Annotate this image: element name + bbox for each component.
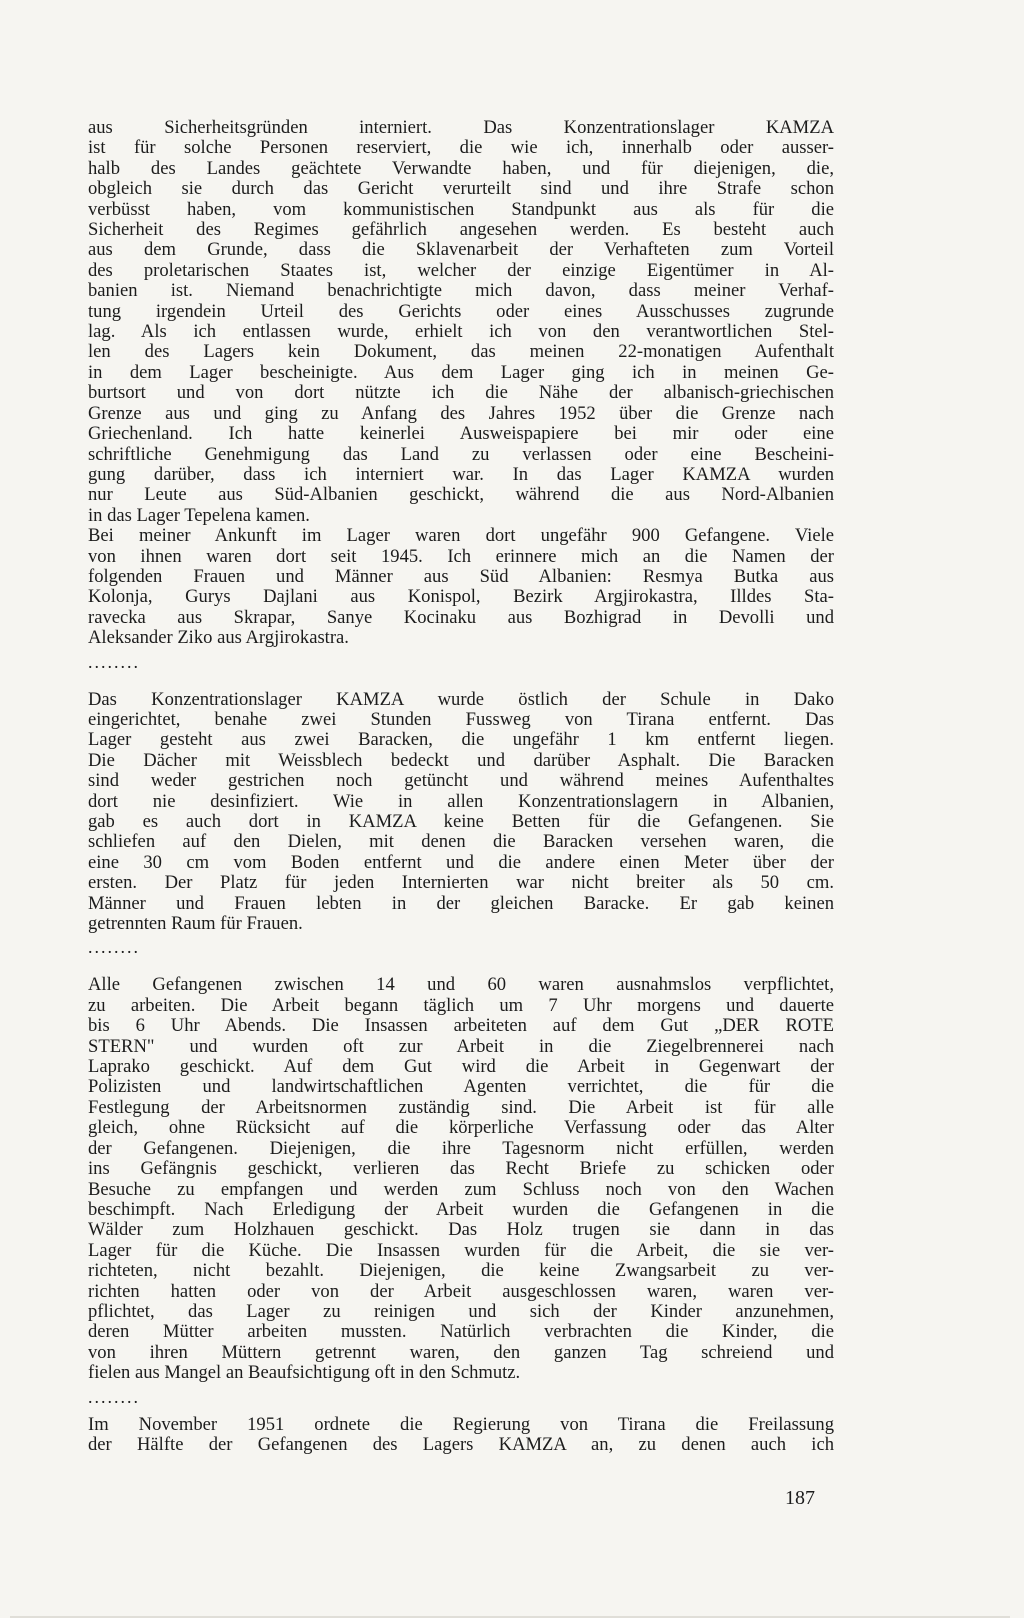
text-line: dort nie desinfiziert. Wie in allen Konzentrationslagern in Albanien,	[88, 790, 834, 812]
text-line: banien ist. Niemand benachrichtigte mich davon, dass meiner Verhaf-	[88, 280, 834, 302]
text-line: nur Leute aus Süd-Albanien geschickt, während die aus Nord-Albanien	[88, 484, 834, 506]
text-line: obgleich sie durch das Gericht verurteilt sind und ihre Strafe schon	[88, 178, 834, 200]
text-line: Polizisten und landwirtschaftlichen Agenten verrichtet, die für die	[88, 1076, 834, 1098]
text-line: der Hälfte der Gefangenen des Lagers KAMZA an, zu denen auch ich	[88, 1433, 834, 1455]
text-line: von ihnen waren dort seit 1945. Ich erinnere mich an die Namen der	[88, 545, 834, 567]
text-line: eingerichtet, benahe zwei Stunden Fussweg von Tirana entfernt. Das	[88, 708, 834, 730]
text-line: ravecka aus Skrapar, Sanye Kocinaku aus Bozhigrad in Devolli und	[88, 606, 834, 628]
text-line: schliefen auf den Dielen, mit denen die Baracken versehen waren, die	[88, 831, 834, 853]
text-line: Die Dächer mit Weissblech bedeckt und darüber Asphalt. Die Baracken	[88, 749, 834, 771]
paragraph-5	[88, 1415, 834, 1456]
text-line: Grenze aus und ging zu Anfang des Jahres 1952 über die Grenze nach	[88, 402, 834, 424]
text-line: Sicherheit des Regimes gefährlich angesehen werden. Es besteht auch	[88, 219, 834, 241]
text-line: des proletarischen Staates ist, welcher der einzige Eigentümer in Al-	[88, 259, 834, 281]
text-line: burtsort und von dort nützte ich die Nähe der albanisch-griechischen	[88, 382, 834, 404]
text-line: getrennten Raum für Frauen.	[88, 913, 303, 935]
text-line: Besuche zu empfangen und werden zum Schluss noch von den Wachen	[88, 1178, 834, 1200]
text-line: Lager gesteht aus zwei Baracken, die ungefähr 1 km entfernt liegen.	[88, 729, 834, 751]
section-separator: ........	[88, 1386, 140, 1407]
text-line: Lager für die Küche. Die Insassen wurden für die Arbeit, die sie ver-	[88, 1239, 834, 1261]
text-line: sind weder gestrichen noch getüncht und während meines Aufenthaltes	[88, 770, 834, 792]
text-line: verbüsst haben, vom kommunistischen Standpunkt aus als für die	[88, 198, 834, 220]
text-line: von ihren Müttern getrennt waren, den ganzen Tag schreiend und	[88, 1341, 834, 1363]
text-line: gleich, ohne Rücksicht auf die körperliche Verfassung oder das Alter	[88, 1117, 834, 1139]
text-line: gung darüber, dass ich interniert war. In das Lager KAMZA wurden	[88, 463, 834, 485]
paragraph-4	[88, 975, 834, 1383]
text-line: bis 6 Uhr Abends. Die Insassen arbeiteten auf dem Gut „DER ROTE	[88, 1015, 834, 1037]
text-line: Bei meiner Ankunft im Lager waren dort ungefähr 900 Gefangene. Viele	[88, 525, 834, 547]
text-line: Wälder zum Holzhauen geschickt. Das Holz trugen sie dann in das	[88, 1219, 834, 1241]
text-line: lag. Als ich entlassen wurde, erhielt ich von den verantwortlichen Stel-	[88, 321, 834, 343]
text-line: folgenden Frauen und Männer aus Süd Albanien: Resmya Butka aus	[88, 565, 834, 587]
text-line: len des Lagers kein Dokument, das meinen 22-monatigen Aufenthalt	[88, 341, 834, 363]
section-separator: ........	[88, 651, 140, 672]
text-line: schriftliche Genehmigung das Land zu verlassen oder eine Bescheini-	[88, 443, 834, 465]
text-line: gab es auch dort in KAMZA keine Betten für die Gefangenen. Sie	[88, 811, 834, 832]
text-line: der Gefangenen. Diejenigen, die ihre Tagesnorm nicht erfüllen, werden	[88, 1137, 834, 1159]
text-line: Aleksander Ziko aus Argjirokastra.	[88, 627, 349, 649]
text-line: zu arbeiten. Die Arbeit begann täglich um 7 Uhr morgens und dauerte	[88, 994, 834, 1016]
text-line: aus dem Grunde, dass die Sklavenarbeit der Verhafteten zum Vorteil	[88, 239, 834, 261]
text-line: in das Lager Tepelena kamen.	[88, 504, 310, 526]
text-line: STERN" und wurden oft zur Arbeit in die Ziegelbrennerei nach	[88, 1035, 834, 1057]
text-line: Alle Gefangenen zwischen 14 und 60 waren ausnahmslos verpflichtet,	[88, 974, 834, 996]
text-line: ins Gefängnis geschickt, verlieren das Recht Briefe zu schicken oder	[88, 1158, 834, 1180]
text-line: richteten, nicht bezahlt. Diejenigen, die keine Zwangsarbeit zu ver-	[88, 1260, 834, 1282]
text-line: ersten. Der Platz für jeden Internierten war nicht breiter als 50 cm.	[88, 872, 834, 894]
paragraph-3	[88, 690, 834, 935]
text-line: Festlegung der Arbeitsnormen zuständig sind. Die Arbeit ist für alle	[88, 1096, 834, 1118]
text-line: tung irgendein Urteil des Gerichts oder eines Ausschusses zugrunde	[88, 300, 834, 322]
section-separator: ........	[88, 937, 140, 958]
paragraph-2	[88, 526, 834, 648]
text-line: halb des Landes geächtete Verwandte haben, und für diejenigen, die,	[88, 157, 834, 179]
text-line: fielen aus Mangel an Beaufsichtigung oft in den Schmutz.	[88, 1362, 521, 1384]
page-number: 187	[785, 1487, 815, 1509]
text-line: aus Sicherheitsgründen interniert. Das Konzentrationslager KAMZA	[88, 117, 834, 138]
text-line: richten hatten oder von der Arbeit ausgeschlossen waren, waren ver-	[88, 1280, 834, 1302]
text-line: deren Mütter arbeiten mussten. Natürlich verbrachten die Kinder, die	[88, 1321, 834, 1343]
paragraph-1	[88, 118, 834, 526]
text-line: Griechenland. Ich hatte keinerlei Ausweispapiere bei mir oder eine	[88, 423, 834, 445]
text-line: Männer und Frauen lebten in der gleichen Baracke. Er gab keinen	[88, 892, 834, 914]
text-line: Laprako geschickt. Auf dem Gut wird die Arbeit in Gegenwart der	[88, 1056, 834, 1078]
text-line: ist für solche Personen reserviert, die wie ich, innerhalb oder ausser-	[88, 137, 834, 159]
text-line: beschimpft. Nach Erledigung der Arbeit wurden die Gefangenen in die	[88, 1198, 834, 1220]
text-line: pflichtet, das Lager zu reinigen und sich der Kinder anzunehmen,	[88, 1300, 834, 1322]
text-line: in dem Lager bescheinigte. Aus dem Lager ging ich in meinen Ge-	[88, 361, 834, 383]
text-line: eine 30 cm vom Boden entfernt und die andere einen Meter über der	[88, 851, 834, 873]
text-line: Kolonja, Gurys Dajlani aus Konispol, Bezirk Argjirokastra, Illdes Sta-	[88, 586, 834, 608]
text-line: Im November 1951 ordnete die Regierung von Tirana die Freilassung	[88, 1413, 834, 1435]
text-line: Das Konzentrationslager KAMZA wurde östlich der Schule in Dako	[88, 688, 834, 710]
